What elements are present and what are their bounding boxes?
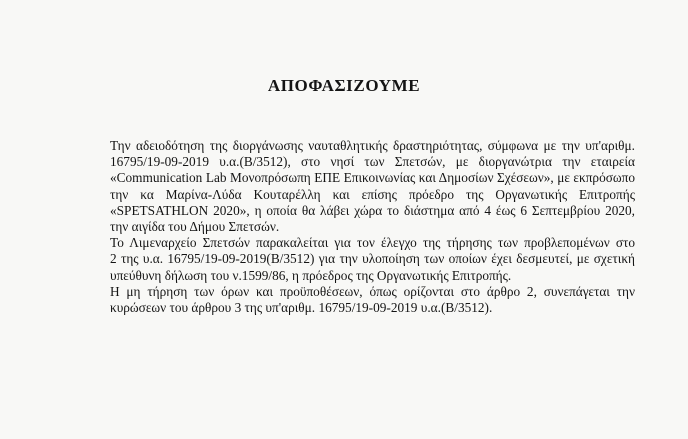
paragraph-1-line-6: την αιγίδα του Δήμου Σπετσών. — [110, 218, 280, 234]
document-heading: ΑΠΟΦΑΣΙΖΟΥΜΕ — [267, 76, 421, 95]
paragraph-3-line-2: κυρώσεων του άρθρου 3 της υπ'αριθμ. 16795/19-09-2019 υ.α.(Β/3512). — [110, 299, 493, 315]
paragraph-2-line-1: Το Λιμεναρχείο Σπετσών παρακαλείται για τον έλεγχο της τήρησης των προβλεπομένων στο — [110, 235, 635, 251]
document-body — [110, 138, 635, 316]
paragraph-2-line-2: 2 της υ.α. 16795/19-09-2019(Β/3512) για την υλοποίηση των οποίων έχει δεσμευτεί, με σχετική — [110, 251, 635, 267]
paragraph-1-line-2: 16795/19-09-2019 υ.α.(Β/3512), στο νησί των Σπετσών, με διοργανώτρια την εταιρεία — [110, 154, 635, 170]
paragraph-1-line-3: «Communication Lab Μονοπρόσωπη ΕΠΕ Επικοινωνίας και Δημοσίων Σχέσεων», με εκπρόσωπο — [110, 170, 635, 186]
paragraph-1-line-5: «SPETSATHLON 2020», η οποία θα λάβει χώρα το διάστημα από 4 έως 6 Σεπτεμβρίου 2020, — [110, 202, 635, 218]
paragraph-1-line-1: Την αδειοδότηση της διοργάνωσης ναυταθλητικής δραστηριότητας, σύμφωνα με την υπ'αριθμ. — [110, 138, 635, 153]
paragraph-2-line-3: υπεύθυνη δήλωση του ν.1599/86, η πρόεδρος της Οργανωτικής Επιτροπής. — [110, 267, 512, 283]
paragraph-1-line-4: την κα Μαρίνα-Λύδα Κουταρέλλη και επίσης πρόεδρο της Οργανωτικής Επιτροπής — [110, 186, 635, 202]
paragraph-3-line-1: Η μη τήρηση των όρων και προϋποθέσεων, όπως ορίζονται στο άρθρο 2, συνεπάγεται την — [110, 283, 635, 299]
